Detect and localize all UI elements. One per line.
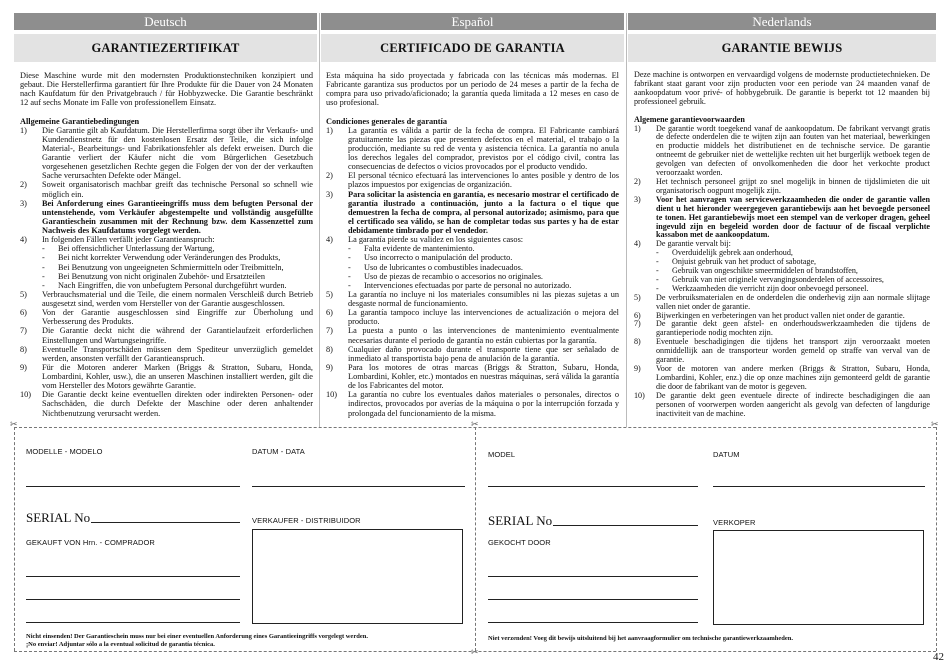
scissors-icon: ✂ [471,648,479,658]
condition-text: Het technisch personeel grijpt zo snel mogelijk in binnen de tijdslimieten die uit organisatorisch oogpunt mogelijk zijn. [656,176,930,195]
condition-text: De garantie vervalt bij: [656,239,731,249]
conditions-heading: Condiciones generales de garantía [326,116,447,126]
condition-text: Para solicitar la asistencia en garantía, es necesario mostrar el certificado de garantía ilustrado a continuación, junto a la factura o el tique que demuestren la fecha de compra, al personal autorizado; asimismo, para que el certificado sea válido, se han de completar todas sus partes y ha de estar debidamente timbrado por el vendedor. [348,189,619,235]
condition-number: 3) [326,189,333,199]
terms-column-es [326,71,619,423]
condition-number: 1) [634,123,641,133]
condition-text: Eventuele beschadigingen die tijdens het transport zijn veroorzaakt moeten onmiddellijk aan de transporteur worden gemeld op straffe van verval van de garantie. [656,337,930,365]
condition-number: 2) [634,176,641,186]
language-header-es: Español [321,13,624,30]
condition-text: Von der Garantie ausgeschlossen sind Eingriffe zur Überholung und Verbesserung des Produkts. [42,308,313,327]
bought-by-label: GEKAUFT VON Hrn. - COMPRADOR [26,538,155,547]
condition-item [20,180,313,198]
condition-text: La garantía tampoco incluye las intervenciones de actualización o mejora del producto. [348,308,619,327]
card-note-es: ¡No enviar! Adjuntar sólo a la eventual solicitud de garantía técnica. [26,641,215,648]
condition-text: De verbruiksmaterialen en de onderdelen die onderhevig zijn aan normale slijtage vallen niet onder de garantie. [656,292,930,311]
conditions-heading: Allgemeine Garantiebedingungen [20,116,140,126]
condition-number: 10) [326,390,338,400]
condition-text: In folgenden Fällen verfällt jeder Garantieanspruch: [42,235,215,245]
date-field[interactable] [713,486,925,487]
condition-text: Die Garantie gilt ab Kaufdatum. Die Herstellerfirma sorgt über ihr Verkaufs- und Kundendienstnetz für den kostenlosen Ersatz der Teile, die sich infolge Material-, Bearbeitungs- und Fabrikationsfehler als defekt erweisen. Durch die Garantie verliert der Käufer nicht die vom Bürgerlichen Gesetzbuch vorgesehenen gesetzlichen Rechte gegen die Folgen der von der der verkauften Sache verursachten Defekte oder Mängel. [42,125,313,181]
condition-item [634,196,930,241]
condition-item [326,171,619,189]
condition-number: 5) [326,289,333,299]
buyer-field[interactable] [488,599,698,600]
dealer-stamp-box[interactable] [252,529,463,624]
card-note-nl: Niet verzenden! Voeg dit bewijs uitsluitend bij het aanvraagformulier om technische garantiewerkzaamheden. [488,635,793,642]
condition-item [20,345,313,363]
exclusion-text: Nach Eingriffen, die von unbefugtem Personal durchgeführt wurden. [58,280,287,290]
condition-text: De garantie dekt geen afstel- en onderhoudswerkzaamheden die tijdens de garantieperiode nodig mochten zijn. [656,319,930,338]
condition-text: Eventuelle Transportschäden müssen dem Spediteur unverzüglich gemeldet werden, ansonsten verfällt der Garantieanspruch. [42,344,313,363]
condition-item [634,294,930,312]
exclusion-text: Bei Benutzung von ungeeigneten Schmiermitteln oder Treibmitteln, [58,262,284,272]
condition-item [634,365,930,392]
exclusion-item: - Falta evidente de mantenimiento. [326,244,619,253]
condition-item [326,126,619,172]
condition-item [20,235,313,244]
card-note [26,633,466,649]
exclusion-item: - Bei Benutzung von nicht originalen Zubehör- und Ersatzteilen [20,272,313,281]
conditions-heading: Algemene garantievoorwaarden [634,114,745,124]
condition-number: 1) [20,125,27,135]
condition-item [20,126,313,181]
cut-line [14,651,936,652]
condition-text: De garantie dekt geen eventuele directe of indirecte beschadigingen die aan personen of voorwerpen worden aangericht als gevolg van defecten of langdurige inactiviteit van de machine. [656,390,930,418]
serial-label: SERIAL No [488,513,553,528]
exclusion-item: - Onjuist gebruik van het product of sabotage, [634,258,930,267]
dealer-stamp-box[interactable] [713,530,924,625]
condition-text: La garantía no incluye ni los materiales consumibles ni las piezas sujetas a un desgaste normal de funcionamiento. [348,289,619,308]
serial-label: SERIAL No [26,510,91,525]
condition-number: 7) [634,319,641,329]
condition-number: 4) [634,239,641,249]
condition-number: 3) [20,198,27,208]
date-field[interactable] [252,486,465,487]
scissors-icon: ✂ [931,420,939,430]
condition-item [634,338,930,365]
model-label: MODELLE - MODELO [26,447,103,456]
intro-paragraph: Deze machine is ontworpen en vervaardigd volgens de modernste productietechnieken. De fabrikant staat garant voor zijn producten voor een periode van 24 maanden vanaf de aankoopdatum voor privé- of hobbygebruik. De garantie is beperkt tot 12 maanden bij professioneel gebruik. [634,71,930,106]
condition-number: 3) [634,194,641,204]
condition-number: 9) [326,362,333,372]
buyer-field[interactable] [488,622,698,623]
buyer-field[interactable] [26,576,240,577]
condition-item [20,363,313,390]
condition-text: Bijwerkingen en verbeteringen van het product vallen niet onder de garantie. [656,310,905,320]
condition-number: 5) [634,292,641,302]
scissors-icon: ✂ [471,420,479,430]
condition-text: Para los motores de otras marcas (Briggs & Stratton, Subaru, Honda, Lombardini, Kohler, etc.) montados en nuestras máquinas, será válida la garantía de los Fabricantes del motor. [348,362,619,391]
title-es: CERTIFICADO DE GARANTIA [321,34,624,62]
column-divider [626,13,627,427]
condition-number: 9) [634,364,641,373]
dealer-label: VERKOPER [713,518,756,527]
exclusion-text: Bei nicht korrekter Verwendung oder Veränderungen des Produkts, [58,253,281,263]
condition-item [326,308,619,326]
condition-number: 2) [20,180,27,190]
condition-text: De garantie wordt toegekend vanaf de aankoopdatum. De fabrikant vervangt gratis de defecte onderdelen die te wijten zijn aan fouten van het materiaal, bewerkingen en productie middels het distributienet en de technische service. De garantie ontneemt de gebruiker niet de wettelijke rechten uit het burgerlijk wetboek tegen de gevolgen van defecten of onvolkomenheden die door het verkochte product veroorzaakt worden. [656,123,930,178]
column-divider [319,13,320,427]
intro-paragraph: Esta máquina ha sido proyectada y fabricada con las técnicas más modernas. El Fabricante garantiza sus productos por un periodo de 24 meses a partir de la fecha de compra para uso privado/aficionado; la garantía queda limitada a 12 meses en caso de uso profesional. [326,71,619,108]
language-header-de: Deutsch [14,13,317,30]
condition-text: Soweit organisatorisch machbar greift das technische Personal so schnell wie möglich ein. [42,180,313,199]
title-nl: GARANTIE BEWIJS [628,34,936,62]
exclusion-item: - Overduidelijk gebrek aan onderhoud, [634,249,930,258]
exclusion-text: Uso de piezas de recambio o accesorios no originales. [364,271,544,281]
exclusion-item: - Uso de piezas de recambio o accesorios no originales. [326,272,619,281]
exclusion-text: Falta evidente de mantenimiento. [364,244,475,254]
card-divider [475,427,476,651]
condition-number: 7) [20,326,27,336]
card-edge [936,427,937,651]
buyer-field[interactable] [26,599,240,600]
exclusion-item: - Uso de lubricantes o combustibles inadecuados. [326,263,619,272]
condition-number: 8) [634,337,641,347]
scissors-icon: ✂ [10,420,18,430]
condition-number: 10) [20,390,32,400]
card-edge [14,427,15,651]
serial-field[interactable] [553,525,698,526]
exclusion-text: Intervenciones efectuadas por parte de personal no autorizado. [364,280,572,290]
condition-item [20,390,313,417]
condition-text: Cualquier daño provocado durante el transporte tiene que ser señalado de inmediato al transportista bajo pena de anulación de la garantía. [348,344,619,363]
exclusion-item: - Gebruik van niet originele vervangingsonderdelen of accessoires, [634,276,930,285]
condition-item [326,190,619,236]
exclusion-item: - Bei Benutzung von ungeeigneten Schmiermitteln oder Treibmitteln, [20,263,313,272]
exclusion-item: - Bei offensichtlicher Unterlassung der Wartung, [20,244,313,253]
exclusion-text: Werkzaamheden die verricht zijn door onbevoegd personeel. [672,283,869,293]
condition-number: 5) [20,289,27,299]
condition-number: 2) [326,171,333,181]
condition-item [20,199,313,236]
condition-item [326,290,619,308]
terms-column-nl [634,71,930,423]
condition-number: 10) [634,390,645,400]
condition-item [326,235,619,244]
date-label: DATUM - DATA [252,447,305,456]
serial-field[interactable] [91,522,240,523]
condition-item [326,326,619,344]
condition-number: 6) [326,308,333,318]
condition-text: Voor het aanvragen van servicewerkzaamheden die onder de garantie vallen dient u het hieronder weergegeven garantiebewijs aan het bevoegde personeel te tonen. Het garantiebewijs moet een stempel van de verkoper dragen, geheel ingevuld zijn en begeleid worden door de factuur of de fiscaal verplichte kassabon met de aankoopdatum. [656,194,930,240]
model-field[interactable] [488,486,698,487]
exclusion-item: - Nach Eingriffen, die von unbefugtem Personal durchgeführt wurden. [20,281,313,290]
terms-column-de [20,71,313,423]
condition-item [20,308,313,326]
exclusion-text: Onjuist gebruik van het product of sabotage, [672,257,817,267]
title-de: GARANTIEZERTIFIKAT [14,34,317,62]
language-header-nl: Nederlands [628,13,936,30]
exclusion-text: Gebruik van ongeschikte smeermiddelen of brandstoffen, [672,266,858,276]
card-note-de: Nicht einsenden! Der Garantieschein muss nur bei einer eventuellen Anforderung eines Garantieeingriffs vorgelegt werden. [26,633,368,640]
exclusion-item: - Uso incorrecto o manipulación del producto. [326,253,619,262]
condition-number: 6) [20,308,27,318]
date-label: DATUM [713,450,740,459]
intro-paragraph: Diese Maschine wurde mit den modernsten Produktionstechniken konzipiert und gebaut. Die Herstellerfirma garantiert für Ihre Produkte für die Dauer von 24 Monaten nach Kaufdatum für den Privatgebrauch / für Hobbyzwecke. Die Garantie beschränkt 12 auf sechs Monate im Falle von professionellem Einsatz. [20,71,313,108]
condition-item [326,390,619,417]
condition-item [326,345,619,363]
buyer-field[interactable] [488,576,698,577]
condition-item [20,290,313,308]
condition-number: 4) [326,235,333,245]
condition-number: 9) [20,362,27,372]
condition-text: La garantía pierde su validez en los siguientes casos: [348,235,524,245]
exclusion-text: Overduidelijk gebrek aan onderhoud, [672,248,793,258]
condition-item [634,392,930,419]
condition-number: 7) [326,326,333,336]
page-number: 42 [933,651,944,663]
exclusion-item: - Werkzaamheden die verricht zijn door onbevoegd personeel. [634,285,930,294]
exclusion-text: Uso incorrecto o manipulación del producto. [364,253,513,263]
exclusion-text: Bei offensichtlicher Unterlassung der Wartung, [58,244,215,254]
exclusion-text: Bei Benutzung von nicht originalen Zubehör- und Ersatzteilen [58,271,265,281]
condition-number: 8) [326,344,333,354]
exclusion-text: Gebruik van niet originele vervangingsonderdelen of accessoires, [672,274,884,284]
condition-item [20,326,313,344]
condition-number: 1) [326,125,333,135]
condition-text: La garantía es válida a partir de la fecha de compra. El Fabricante cambiará gratuitamente las piezas que presenten defectos en el material, el trabajo o la producción, mediante su red de venta y asistencia técnica. La garantía no anula los derechos legales del comprador, previstos por el código civil, contra las consecuencias de defectos o vicios provocados por el producto vendido. [348,125,619,172]
exclusion-item: - Gebruik van ongeschikte smeermiddelen of brandstoffen, [634,267,930,276]
condition-item [634,178,930,196]
condition-text: Für die Motoren anderer Marken (Briggs & Stratton, Subaru, Honda, Lombardini, Kohler, usw.), die an unseren Maschinen installiert werden, gilt die vom Hersteller des Motors gewährte Garantie. [42,362,313,391]
condition-item [634,320,930,338]
dealer-label: VERKAUFER - DISTRIBUIDOR [252,516,361,525]
buyer-field[interactable] [26,622,240,623]
condition-number: 6) [634,310,641,320]
condition-text: Die Garantie deckt nicht die während der Garantielaufzeit erforderlichen Einstellungen und Wartungseingriffe. [42,326,313,345]
condition-number: 4) [20,235,27,245]
condition-item [634,125,930,178]
condition-item [326,363,619,390]
condition-text: Bei Anforderung eines Garantieeingriffs muss dem befugten Personal der untenstehende, vom Verkäufer abgestempelte und vollständig ausgefüllte Garantieschein zusammen mit der Rechnung bzw. dem Kassenzettel zum Nachweis des Kaufdatums vorgelegt werden. [42,198,313,235]
exclusion-item: - Bei nicht korrekter Verwendung oder Veränderungen des Produkts, [20,253,313,262]
exclusion-text: Uso de lubricantes o combustibles inadecuados. [364,262,523,272]
exclusion-item: - Intervenciones efectuadas por parte de personal no autorizado. [326,281,619,290]
condition-text: La garantía no cubre los eventuales daños materiales o personales, directos o indirectos, provocados por averías de la máquina o por la interrupción forzada y prolongada del funcionamiento de la misma. [348,390,619,418]
condition-number: 8) [20,344,27,354]
condition-text: Verbrauchsmaterial und die Teile, die einem normalen Verschleiß durch Betrieb ausgesetzt sind, werden vom Hersteller von der Garantie ausgeschlossen. [42,289,313,308]
condition-text: La puesta a punto o las intervenciones de mantenimiento eventualmente necesarias durante el periodo de garantía no están cubiertas por la garantía. [348,326,619,345]
condition-text: Voor de motoren van andere merken (Briggs & Stratton, Subaru, Honda, Lombardini, Kohler, enz.) die op onze machines zijn gemonteerd geldt de garantie die door de fabrikant van de motor is gegeven. [656,364,930,391]
model-field[interactable] [26,486,240,487]
condition-text: El personal técnico efectuará las intervenciones lo antes posible y dentro de los plazos impuestos por exigencias de organización. [348,171,619,190]
model-label: MODEL [488,450,516,459]
bought-by-label: GEKOCHT DOOR [488,538,551,547]
condition-text: Die Garantie deckt keine eventuellen direkten oder indirekten Personen- oder Sachschäden, die durch Defekte der Maschine oder deren anhaltender Nichtbenutzung verursacht werden. [42,390,313,418]
